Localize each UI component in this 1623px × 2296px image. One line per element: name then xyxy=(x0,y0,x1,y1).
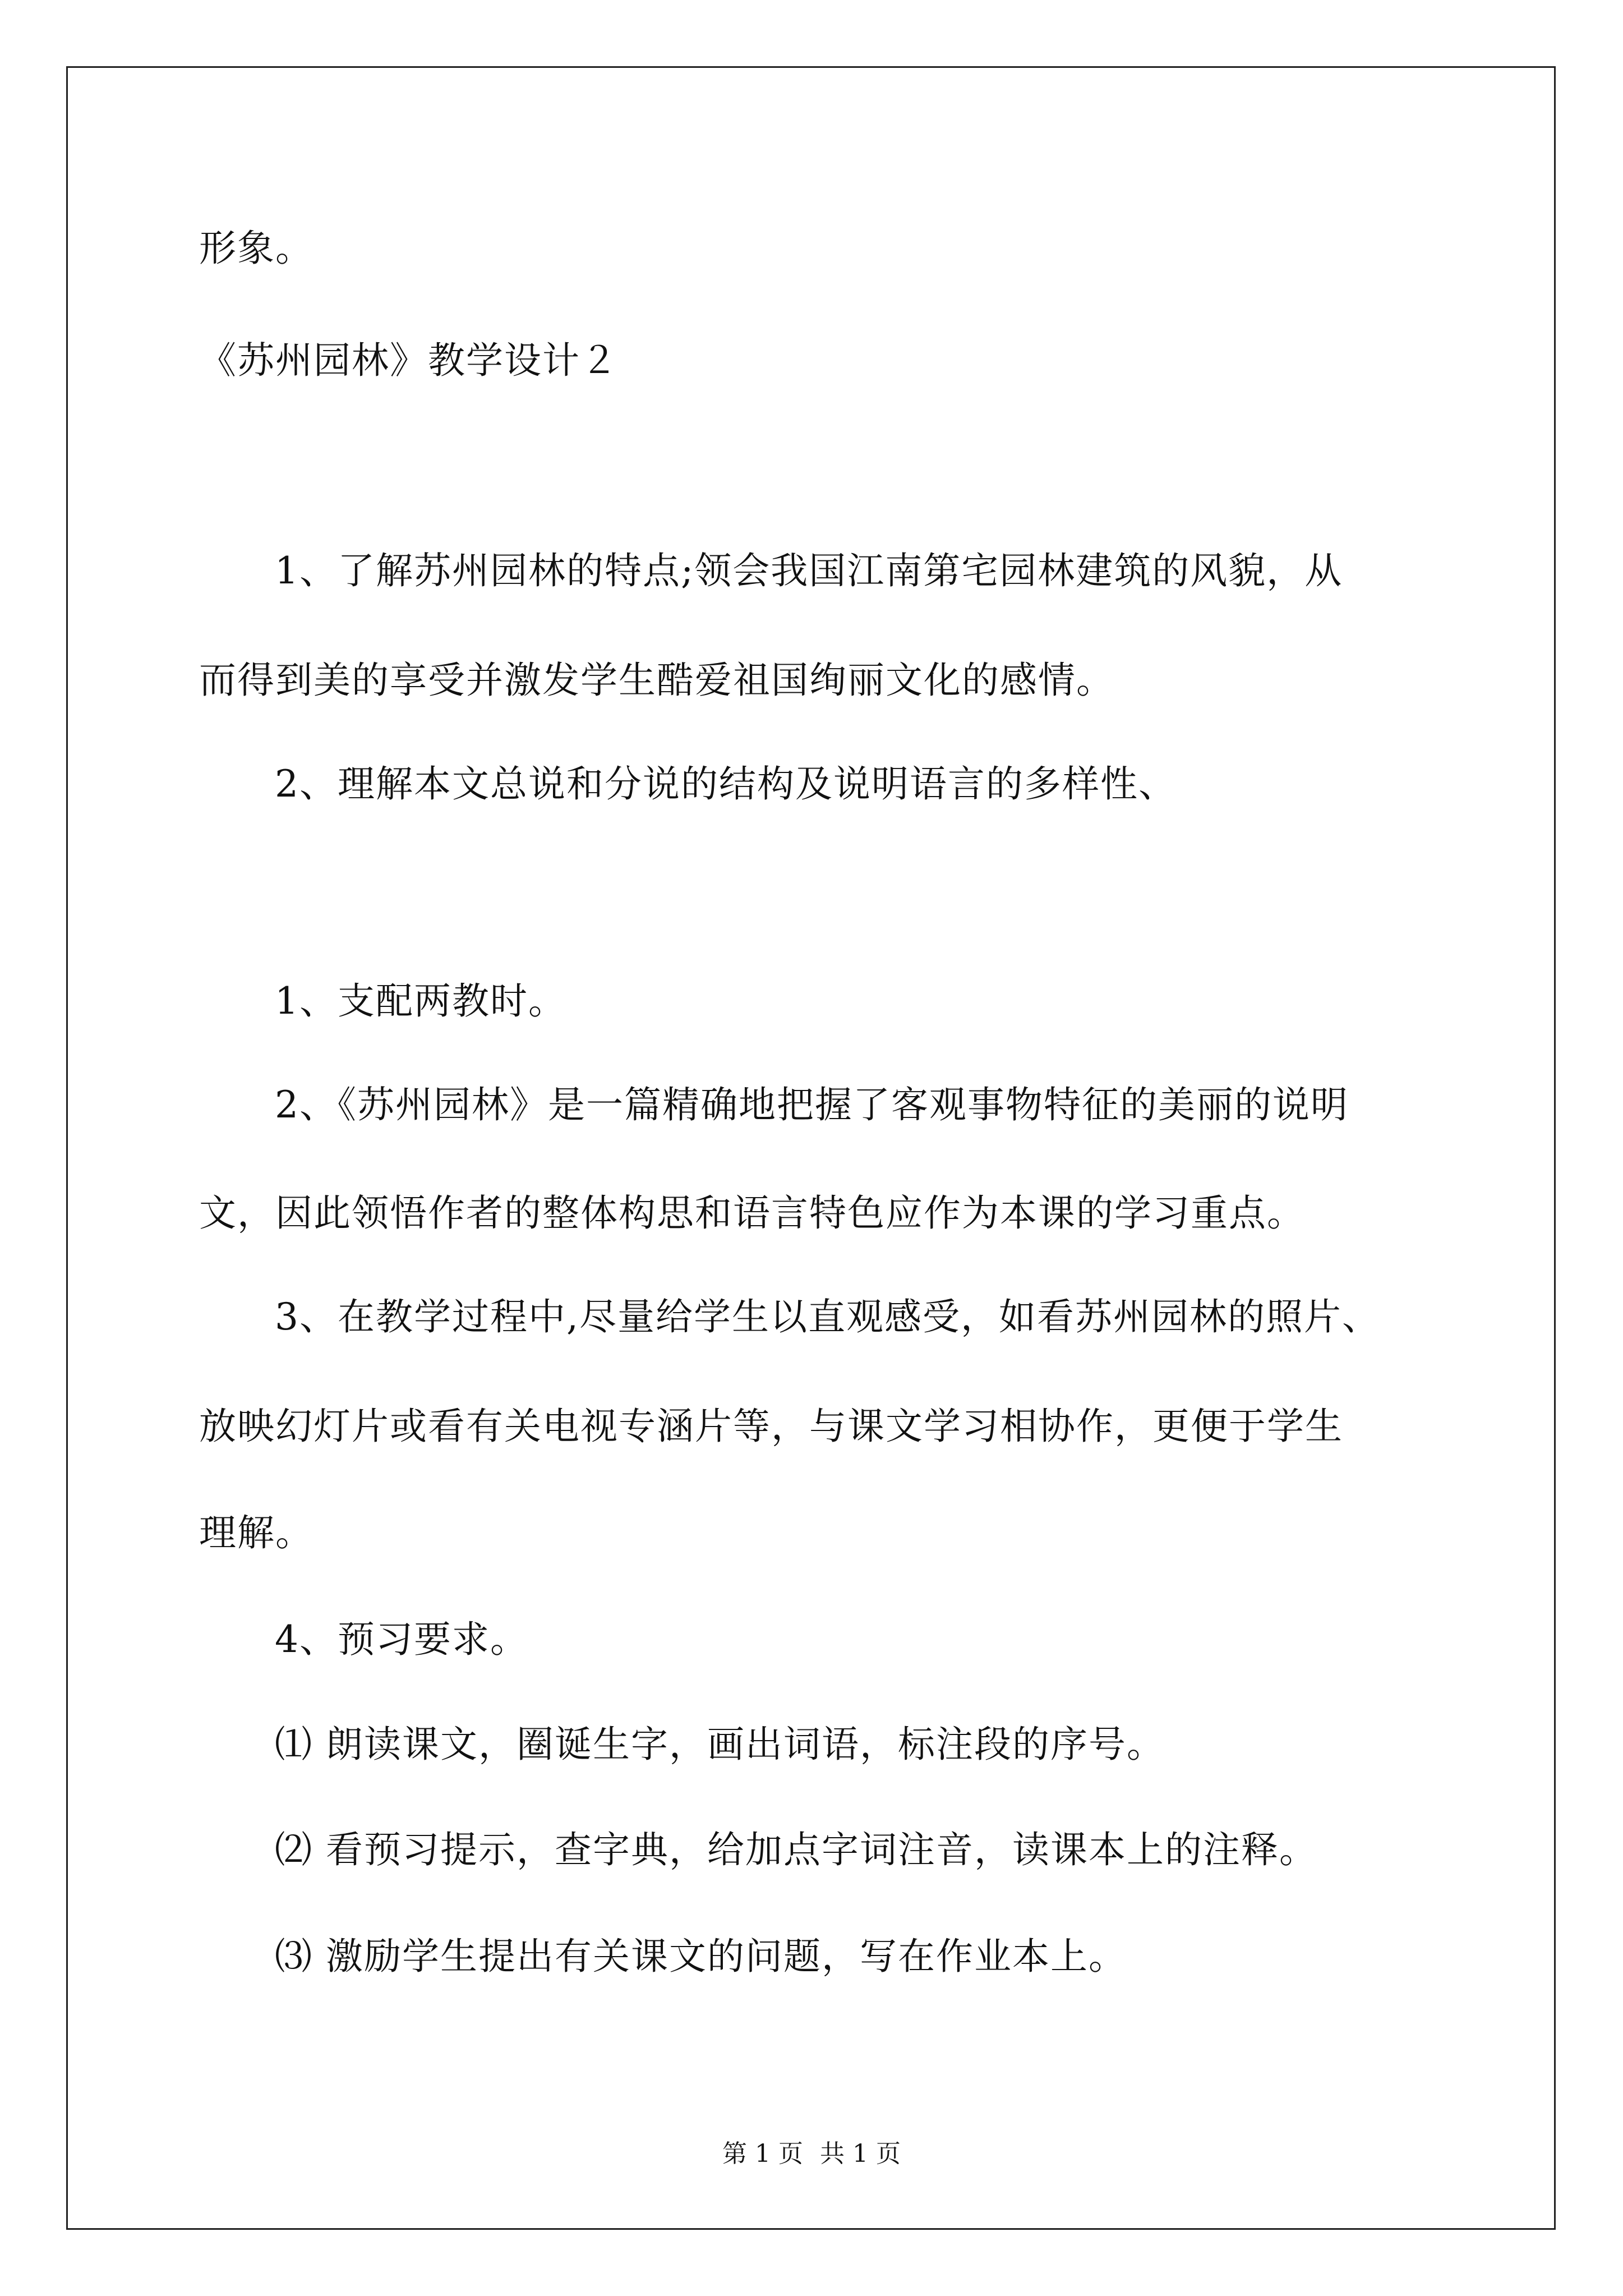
section-title: 《苏州园林》教学设计２ xyxy=(199,339,619,382)
page-number: 第 1 页 xyxy=(722,2139,803,2168)
text-line: 放映幻灯片或看有关电视专涵片等，与课文学习相协作，更便于学生 xyxy=(199,1405,1343,1448)
page-total: 共 1 页 xyxy=(820,2139,901,2168)
text-line: 1、支配两教时。 xyxy=(275,979,566,1023)
text-line: ⑴ 朗读课文，圈诞生字，画出词语，标注段的序号。 xyxy=(275,1723,1165,1766)
text-line: 理解。 xyxy=(199,1511,313,1554)
page-footer xyxy=(0,2139,1623,2168)
text-line: ⑵ 看预习提示，查字典，给加点字词注音，读课本上的注释。 xyxy=(275,1828,1317,1871)
text-line: 3、在教学过程中,尽量给学生以直观感受，如看苏州园林的照片、 xyxy=(275,1295,1380,1338)
text-line: ⑶ 激励学生提出有关课文的问题，写在作业本上。 xyxy=(275,1935,1127,1978)
text-line: 形象。 xyxy=(199,227,313,270)
text-line: 4、预习要求。 xyxy=(275,1618,528,1661)
text-line: 2、《苏州园林》是一篇精确地把握了客观事物特征的美丽的说明 xyxy=(275,1083,1349,1126)
text-line: 而得到美的享受并激发学生酷爱祖国绚丽文化的感情。 xyxy=(199,659,1114,702)
page-frame xyxy=(66,66,1556,2230)
text-line: 1、了解苏州园林的特点;领会我国江南第宅园林建筑的风貌，从 xyxy=(275,549,1343,592)
text-line: 文，因此领悟作者的整体构思和语言特色应作为本课的学习重点。 xyxy=(199,1191,1305,1235)
text-line: 2、理解本文总说和分说的结构及说明语言的多样性、 xyxy=(275,762,1177,806)
